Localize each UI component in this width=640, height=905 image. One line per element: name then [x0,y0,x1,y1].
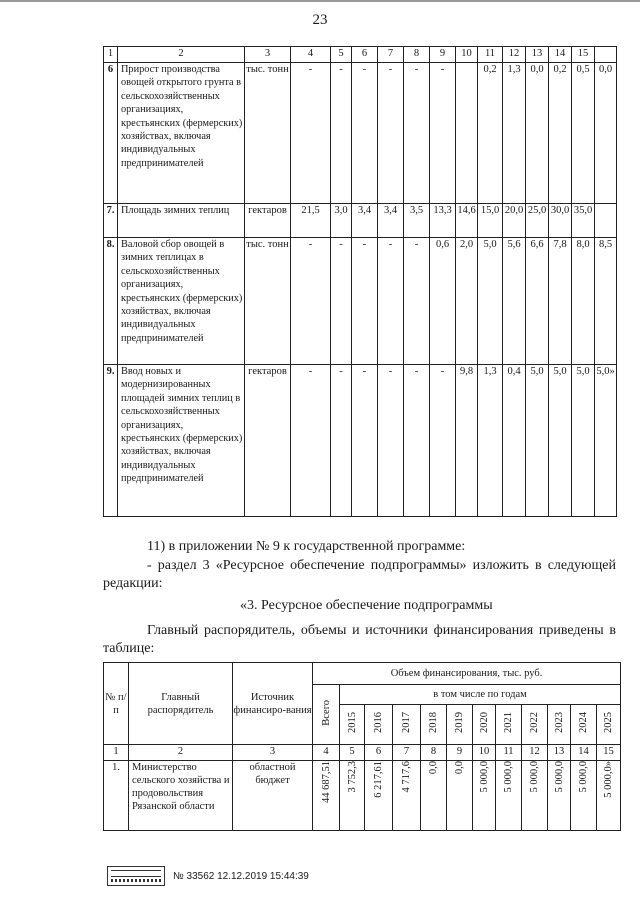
cell: 5,0 [478,238,503,365]
row-name: Валовой сбор овощей в зимних теплицах в сельскохозяйственных организациях, крестьянских (фермерских) хозяйствах, включая индивидуальных предпринимателей [118,238,245,365]
cell: - [331,63,352,204]
cell: - [378,365,404,517]
cell: 5,0 [549,365,572,517]
cell: 4 717,6 [401,761,412,793]
cell: 8,0 [572,238,595,365]
cell: 6,6 [526,238,549,365]
year-label: 2025 [603,712,615,733]
h-total: Всего [320,699,332,726]
cell: 0,5 [572,63,595,204]
cell: - [352,365,378,517]
cell: 15,0 [478,204,503,238]
row-name: Министерство сельского хозяйства и продовольствия Рязанской области [129,761,233,831]
col-9: 9 [430,47,456,63]
cell: 3,5 [404,204,430,238]
col-2: 2 [118,47,245,63]
h-years-group: в том числе по годам [340,685,621,705]
cell: 14,6 [456,204,478,238]
registry-stamp-icon [107,866,165,886]
col-num: 13 [548,745,571,761]
col-num: 4 [313,745,340,761]
h-volume: Объем финансирования, тыс. руб. [313,663,621,685]
row-source: областной бюджет [233,761,313,831]
cell: - [430,63,456,204]
cell: 25,0 [526,204,549,238]
row-total: 44 687,51 [320,761,332,803]
cell: - [378,63,404,204]
table-row [104,63,617,204]
header-row [104,663,621,685]
cell: 1,3 [503,63,526,204]
cell: 5 000,0 [503,761,514,793]
paragraph-table-intro: Главный распорядитель, объемы и источники финансирования приведены в таблице: [103,623,616,656]
cell: - [352,63,378,204]
row-name: Площадь зимних теплиц [118,204,245,238]
col-num: 5 [340,745,365,761]
cell: 20,0 [503,204,526,238]
col-num: 10 [473,745,496,761]
col-8: 8 [404,47,430,63]
year-label: 2022 [529,712,540,733]
indicators-table [103,46,617,517]
cell: - [378,238,404,365]
row-name: Прирост производства овощей открытого грунта в сельскохозяйственных организациях, крестьянских (фермерских) хозяйствах, включая индивидуальных предпринимателей [118,63,245,204]
year-label: 2024 [578,712,589,733]
col-10: 10 [456,47,478,63]
year-label: 2015 [346,712,358,733]
paragraph-section-3: - раздел 3 «Ресурсное обеспечение подпрограммы» изложить в следующей редакции: [103,558,616,591]
year-label: 2016 [373,712,384,733]
cell: - [291,365,331,517]
cell: 5 000,0 [478,761,490,793]
col-num: 12 [522,745,548,761]
year-label: 2023 [553,712,565,733]
col-num: 3 [233,745,313,761]
col-num: 7 [393,745,421,761]
year-label: 2019 [454,712,465,733]
row-unit: гектаров [245,365,291,517]
h-source: Источник финансиро-вания [233,663,313,745]
paragraph-item-11: 11) в приложении № 9 к государственной программе: [147,539,466,554]
doc-id: № 33562 12.12.2019 15:44:39 [173,870,309,882]
year-label: 2020 [478,712,490,733]
col-3: 3 [245,47,291,63]
col-15: 15 [572,47,595,63]
cell: 3,4 [352,204,378,238]
col-11: 11 [478,47,503,63]
cell: - [352,238,378,365]
year-label: 2018 [428,712,439,733]
col-6: 6 [352,47,378,63]
table-row [104,761,621,831]
cell: - [404,63,430,204]
cell: 0,2 [549,63,572,204]
cell: 5,0 [526,365,549,517]
col-num: 1 [104,745,129,761]
cell: 9,8 [456,365,478,517]
col-1: 1 [104,47,118,63]
h-main: Главный распорядитель [129,663,233,745]
cell: - [291,238,331,365]
table-row [104,204,617,238]
cell: 5,0» [595,365,617,517]
col-7: 7 [378,47,404,63]
cell: 3 752,3 [346,761,358,793]
cell: 5,0 [572,365,595,517]
cell: 3,4 [378,204,404,238]
cell: 2,0 [456,238,478,365]
col-num: 2 [129,745,233,761]
section-heading: «3. Ресурсное обеспечение подпрограммы [240,598,493,613]
cell: 7,8 [549,238,572,365]
cell: 5 000,0 [578,761,589,793]
col-num: 11 [496,745,522,761]
cell: - [291,63,331,204]
cell: - [331,365,352,517]
row-name: Ввод новых и модернизированных площадей зимних теплиц в сельскохозяйственных организациях, крестьянских (фермерских) хозяйствах, включая индивидуальных предпринимателей [118,365,245,517]
col-12: 12 [503,47,526,63]
cell [456,63,478,204]
cell: 0,0 [595,63,617,204]
page-number: 23 [312,12,328,28]
col-num: 9 [447,745,473,761]
row-number: 9. [104,365,118,517]
cell: 30,0 [549,204,572,238]
table-row [104,365,617,517]
cell: 0,0 [428,761,439,775]
col-13: 13 [526,47,549,63]
cell: - [430,365,456,517]
cell: 35,0 [572,204,595,238]
cell: 6 217,61 [373,761,384,798]
col-14: 14 [549,47,572,63]
cell [595,204,617,238]
cell: 5 000,0 [553,761,565,793]
cell: 1,3 [478,365,503,517]
cell: 13,3 [430,204,456,238]
financing-table [103,662,621,831]
col-num-row [104,745,621,761]
col-num: 14 [571,745,597,761]
footer [107,866,309,886]
h-num: № п/п [104,663,129,745]
cell: 0,6 [430,238,456,365]
col-num: 15 [597,745,621,761]
scan-edge-line [0,0,640,2]
row-unit: тыс. тонн [245,238,291,365]
cell: 0,2 [478,63,503,204]
table-row [104,238,617,365]
col-num: 8 [421,745,447,761]
cell: 21,5 [291,204,331,238]
row-number: 7. [104,204,118,238]
row-unit: гектаров [245,204,291,238]
cell: 5 000,0» [603,761,615,798]
cell: - [331,238,352,365]
header-row [104,47,617,63]
h-total-cell [313,685,340,745]
cell: - [404,365,430,517]
cell: 5 000,0 [529,761,540,793]
year-label: 2021 [503,712,514,733]
cell: 5,6 [503,238,526,365]
col-5: 5 [331,47,352,63]
cell: - [404,238,430,365]
row-number: 1. [104,761,129,831]
row-number: 6 [104,63,118,204]
cell: 0,4 [503,365,526,517]
cell: 3,0 [331,204,352,238]
col-num: 6 [365,745,393,761]
year-label: 2017 [401,712,412,733]
cell: 0,0 [526,63,549,204]
row-unit: тыс. тонн [245,63,291,204]
cell: 0,0 [454,761,465,775]
row-number: 8. [104,238,118,365]
cell: 8,5 [595,238,617,365]
col-4: 4 [291,47,331,63]
